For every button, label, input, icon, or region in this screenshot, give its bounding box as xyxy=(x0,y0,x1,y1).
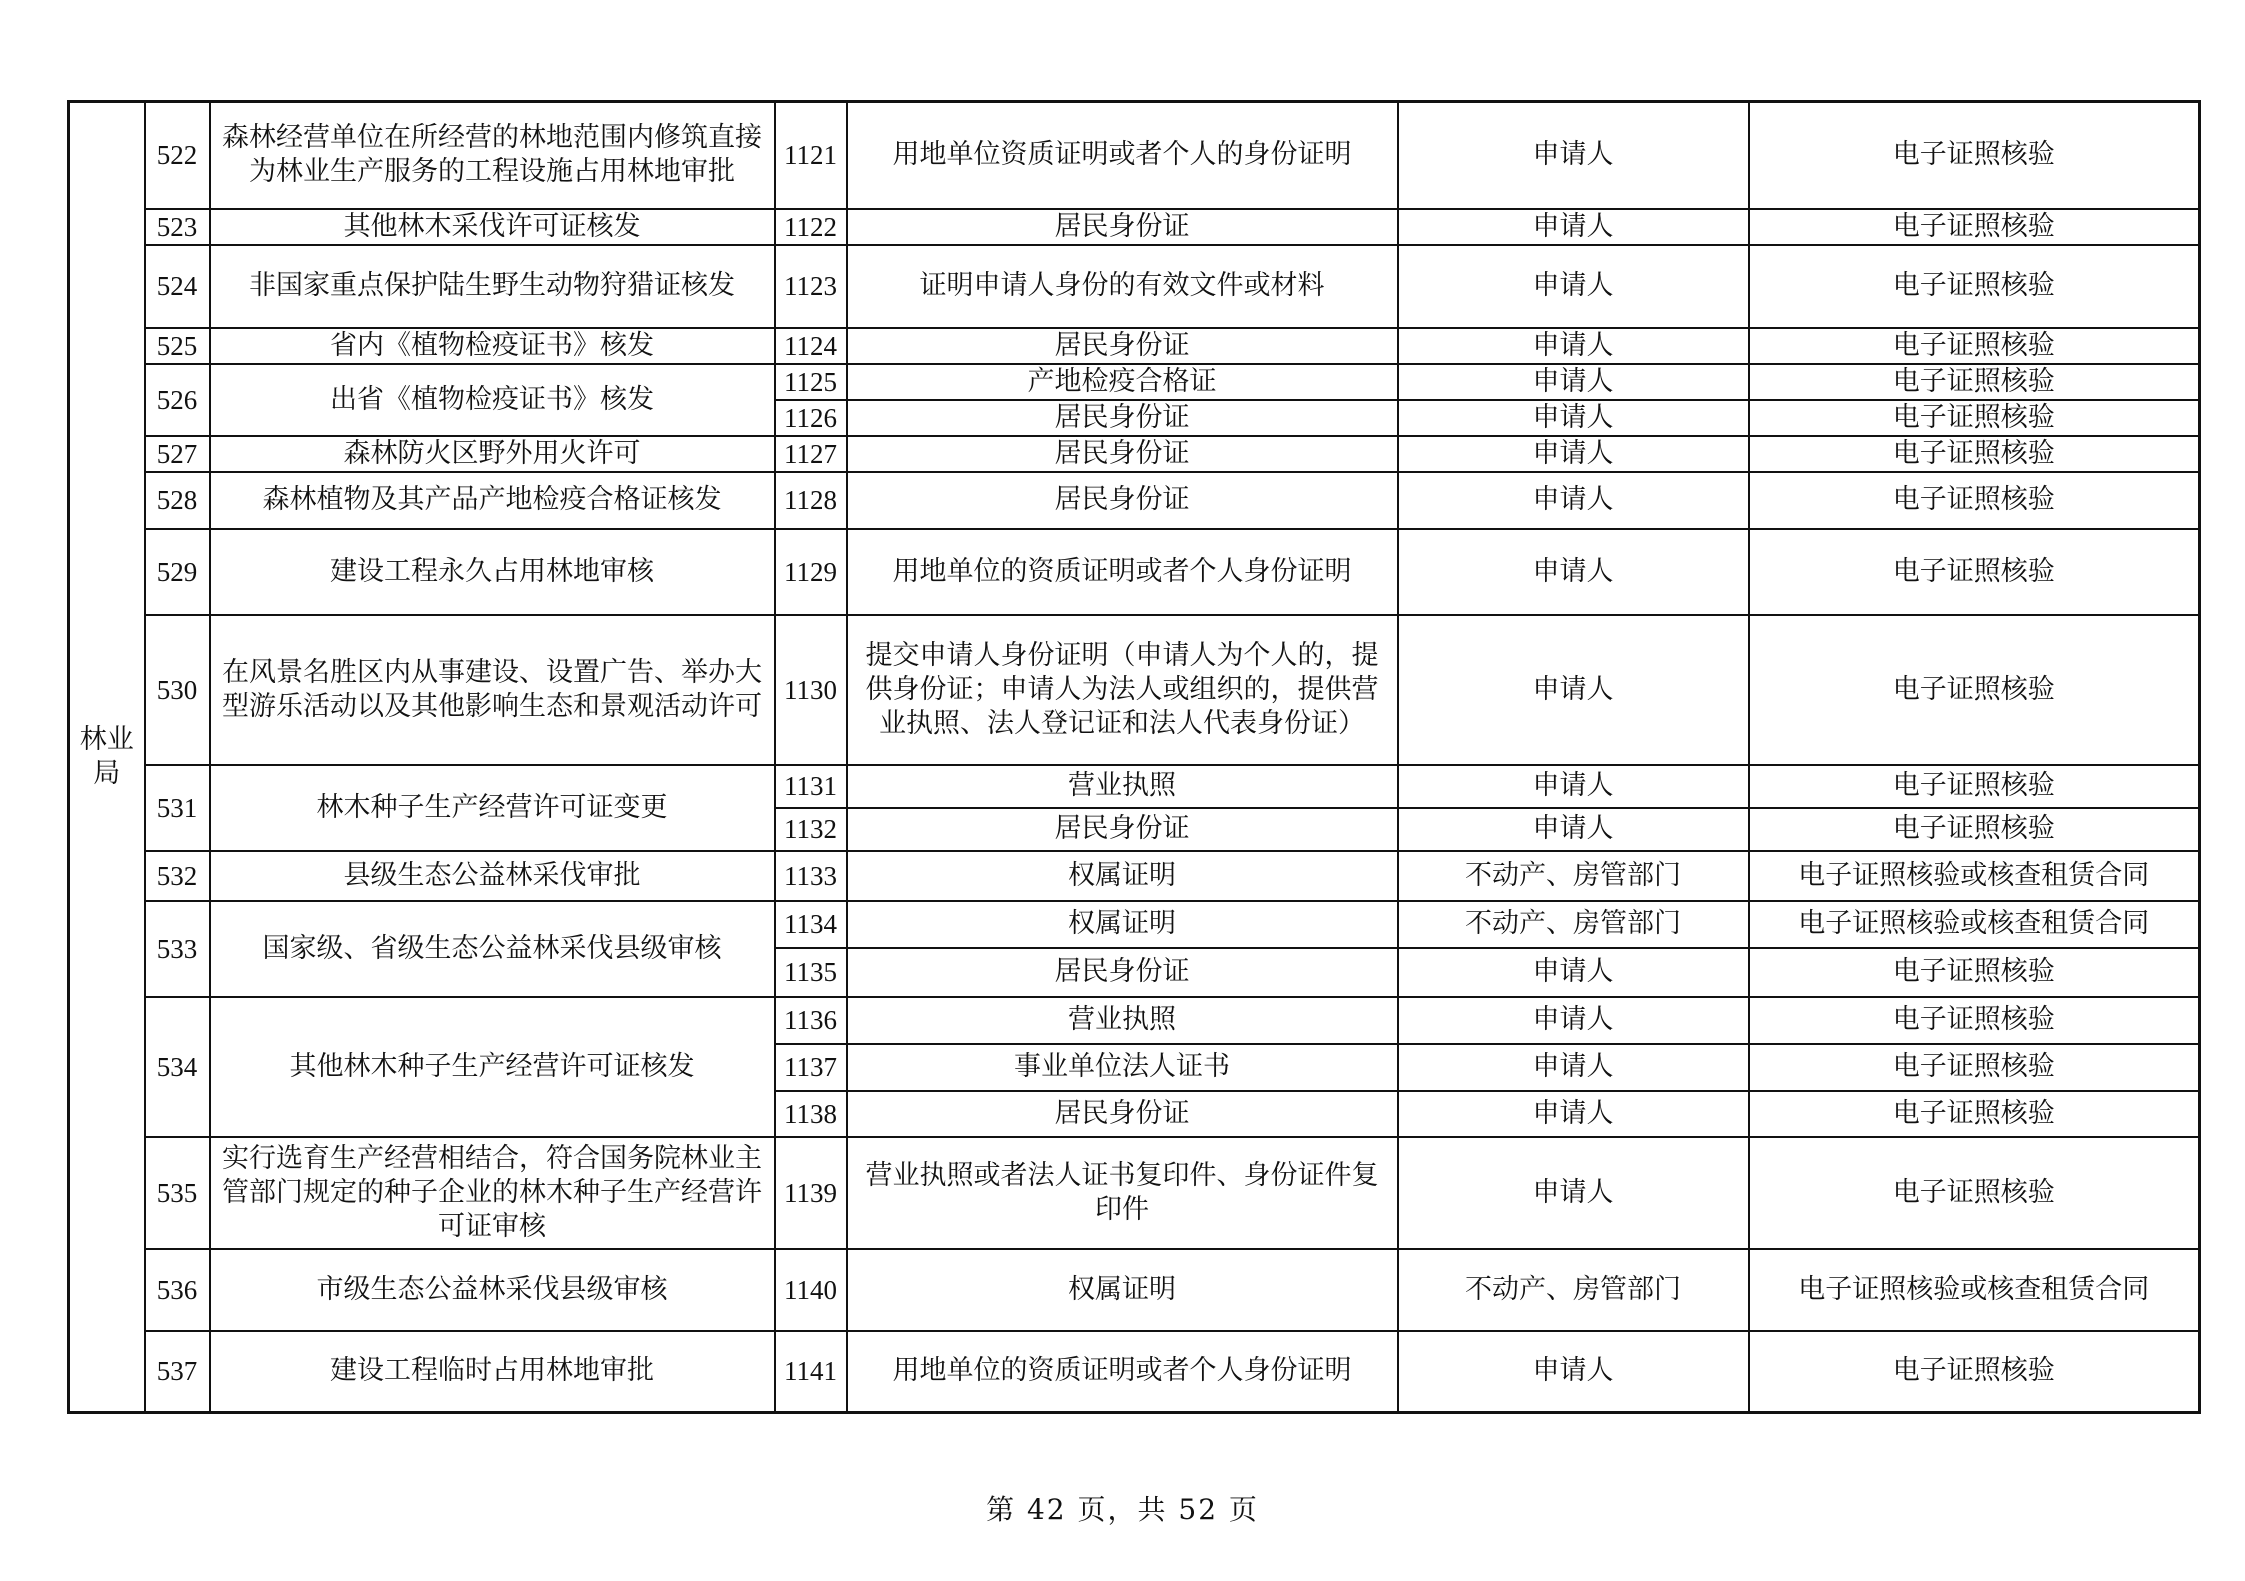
verification-method: 电子证照核验 xyxy=(1749,1331,2200,1413)
material-code: 1132 xyxy=(775,808,847,851)
verification-method: 电子证照核验或核查租赁合同 xyxy=(1749,851,2200,901)
material-code: 1121 xyxy=(775,102,847,209)
material-source: 申请人 xyxy=(1398,436,1749,472)
item-number: 536 xyxy=(145,1249,210,1331)
table-row xyxy=(69,529,2200,615)
item-number: 527 xyxy=(145,436,210,472)
material-source: 不动产、房管部门 xyxy=(1398,851,1749,901)
verification-method: 电子证照核验或核查租赁合同 xyxy=(1749,1249,2200,1331)
material-code: 1137 xyxy=(775,1044,847,1091)
verification-method: 电子证照核验 xyxy=(1749,245,2200,328)
material-name: 权属证明 xyxy=(847,851,1398,901)
material-source: 申请人 xyxy=(1398,529,1749,615)
material-source: 不动产、房管部门 xyxy=(1398,901,1749,948)
material-name: 居民身份证 xyxy=(847,400,1398,436)
table-body xyxy=(69,102,2200,1413)
material-name: 证明申请人身份的有效文件或材料 xyxy=(847,245,1398,328)
table-row xyxy=(69,209,2200,245)
table-row xyxy=(69,472,2200,529)
material-source: 申请人 xyxy=(1398,400,1749,436)
material-name: 居民身份证 xyxy=(847,472,1398,529)
item-number: 530 xyxy=(145,615,210,765)
material-code: 1141 xyxy=(775,1331,847,1413)
verification-method: 电子证照核验 xyxy=(1749,102,2200,209)
material-name: 居民身份证 xyxy=(847,436,1398,472)
material-code: 1122 xyxy=(775,209,847,245)
item-number: 528 xyxy=(145,472,210,529)
table-row xyxy=(69,1331,2200,1413)
material-code: 1131 xyxy=(775,765,847,808)
material-source: 不动产、房管部门 xyxy=(1398,1249,1749,1331)
item-number: 534 xyxy=(145,997,210,1137)
table-row xyxy=(69,615,2200,765)
verification-method: 电子证照核验 xyxy=(1749,1091,2200,1137)
material-name: 居民身份证 xyxy=(847,328,1398,364)
material-name: 营业执照 xyxy=(847,765,1398,808)
material-name: 营业执照 xyxy=(847,997,1398,1044)
item-name: 国家级、省级生态公益林采伐县级审核 xyxy=(210,901,775,997)
verification-method: 电子证照核验 xyxy=(1749,765,2200,808)
material-code: 1125 xyxy=(775,364,847,400)
item-name: 林木种子生产经营许可证变更 xyxy=(210,765,775,851)
verification-method: 电子证照核验 xyxy=(1749,808,2200,851)
material-code: 1134 xyxy=(775,901,847,948)
item-name: 实行选育生产经营相结合，符合国务院林业主管部门规定的种子企业的林木种子生产经营许可证审核 xyxy=(210,1137,775,1249)
item-number: 535 xyxy=(145,1137,210,1249)
item-name: 非国家重点保护陆生野生动物狩猎证核发 xyxy=(210,245,775,328)
table-row xyxy=(69,245,2200,328)
item-number: 522 xyxy=(145,102,210,209)
services-table xyxy=(67,100,2201,1414)
table-row xyxy=(69,102,2200,209)
table-row xyxy=(69,997,2200,1044)
verification-method: 电子证照核验 xyxy=(1749,529,2200,615)
item-number: 532 xyxy=(145,851,210,901)
verification-method: 电子证照核验 xyxy=(1749,948,2200,997)
item-name: 其他林木种子生产经营许可证核发 xyxy=(210,997,775,1137)
material-name: 用地单位的资质证明或者个人身份证明 xyxy=(847,1331,1398,1413)
item-number: 523 xyxy=(145,209,210,245)
item-number: 525 xyxy=(145,328,210,364)
item-name: 森林植物及其产品产地检疫合格证核发 xyxy=(210,472,775,529)
item-number: 526 xyxy=(145,364,210,436)
item-name: 其他林木采伐许可证核发 xyxy=(210,209,775,245)
material-code: 1129 xyxy=(775,529,847,615)
item-name: 森林防火区野外用火许可 xyxy=(210,436,775,472)
material-code: 1138 xyxy=(775,1091,847,1137)
item-name: 出省《植物检疫证书》核发 xyxy=(210,364,775,436)
verification-method: 电子证照核验 xyxy=(1749,364,2200,400)
material-code: 1140 xyxy=(775,1249,847,1331)
material-code: 1123 xyxy=(775,245,847,328)
material-name: 提交申请人身份证明（申请人为个人的，提供身份证；申请人为法人或组织的，提供营业执照、法人登记证和法人代表身份证） xyxy=(847,615,1398,765)
page-number: 第 42 页，共 52 页 xyxy=(986,1493,1259,1526)
item-name: 森林经营单位在所经营的林地范围内修筑直接为林业生产服务的工程设施占用林地审批 xyxy=(210,102,775,209)
verification-method: 电子证照核验 xyxy=(1749,400,2200,436)
material-name: 居民身份证 xyxy=(847,948,1398,997)
material-code: 1126 xyxy=(775,400,847,436)
item-name: 在风景名胜区内从事建设、设置广告、举办大型游乐活动以及其他影响生态和景观活动许可 xyxy=(210,615,775,765)
material-source: 申请人 xyxy=(1398,1091,1749,1137)
material-source: 申请人 xyxy=(1398,997,1749,1044)
table-row xyxy=(69,1137,2200,1249)
material-name: 用地单位的资质证明或者个人身份证明 xyxy=(847,529,1398,615)
material-code: 1136 xyxy=(775,997,847,1044)
table-row xyxy=(69,1249,2200,1331)
item-number: 524 xyxy=(145,245,210,328)
material-code: 1139 xyxy=(775,1137,847,1249)
material-source: 申请人 xyxy=(1398,765,1749,808)
material-source: 申请人 xyxy=(1398,1331,1749,1413)
material-code: 1135 xyxy=(775,948,847,997)
table-row xyxy=(69,851,2200,901)
item-name: 建设工程临时占用林地审批 xyxy=(210,1331,775,1413)
material-name: 权属证明 xyxy=(847,901,1398,948)
material-name: 产地检疫合格证 xyxy=(847,364,1398,400)
material-name: 权属证明 xyxy=(847,1249,1398,1331)
material-source: 申请人 xyxy=(1398,1044,1749,1091)
material-source: 申请人 xyxy=(1398,1137,1749,1249)
material-source: 申请人 xyxy=(1398,364,1749,400)
material-source: 申请人 xyxy=(1398,209,1749,245)
material-name: 居民身份证 xyxy=(847,808,1398,851)
item-number: 529 xyxy=(145,529,210,615)
verification-method: 电子证照核验或核查租赁合同 xyxy=(1749,901,2200,948)
department-cell: 林业局 xyxy=(69,102,145,1413)
table-row xyxy=(69,765,2200,808)
material-code: 1128 xyxy=(775,472,847,529)
item-name: 建设工程永久占用林地审核 xyxy=(210,529,775,615)
table-row xyxy=(69,901,2200,948)
material-name: 居民身份证 xyxy=(847,1091,1398,1137)
table-row xyxy=(69,364,2200,400)
material-code: 1133 xyxy=(775,851,847,901)
verification-method: 电子证照核验 xyxy=(1749,1044,2200,1091)
verification-method: 电子证照核验 xyxy=(1749,615,2200,765)
table-row xyxy=(69,328,2200,364)
material-name: 用地单位资质证明或者个人的身份证明 xyxy=(847,102,1398,209)
verification-method: 电子证照核验 xyxy=(1749,997,2200,1044)
verification-method: 电子证照核验 xyxy=(1749,436,2200,472)
material-name: 营业执照或者法人证书复印件、身份证件复印件 xyxy=(847,1137,1398,1249)
material-source: 申请人 xyxy=(1398,245,1749,328)
material-code: 1127 xyxy=(775,436,847,472)
material-code: 1124 xyxy=(775,328,847,364)
verification-method: 电子证照核验 xyxy=(1749,472,2200,529)
verification-method: 电子证照核验 xyxy=(1749,209,2200,245)
item-name: 县级生态公益林采伐审批 xyxy=(210,851,775,901)
item-number: 537 xyxy=(145,1331,210,1413)
material-name: 事业单位法人证书 xyxy=(847,1044,1398,1091)
verification-method: 电子证照核验 xyxy=(1749,1137,2200,1249)
item-number: 531 xyxy=(145,765,210,851)
item-name: 省内《植物检疫证书》核发 xyxy=(210,328,775,364)
table-row xyxy=(69,436,2200,472)
material-name: 居民身份证 xyxy=(847,209,1398,245)
material-source: 申请人 xyxy=(1398,948,1749,997)
item-name: 市级生态公益林采伐县级审核 xyxy=(210,1249,775,1331)
item-number: 533 xyxy=(145,901,210,997)
material-code: 1130 xyxy=(775,615,847,765)
material-source: 申请人 xyxy=(1398,472,1749,529)
material-source: 申请人 xyxy=(1398,102,1749,209)
verification-method: 电子证照核验 xyxy=(1749,328,2200,364)
material-source: 申请人 xyxy=(1398,615,1749,765)
material-source: 申请人 xyxy=(1398,328,1749,364)
material-source: 申请人 xyxy=(1398,808,1749,851)
